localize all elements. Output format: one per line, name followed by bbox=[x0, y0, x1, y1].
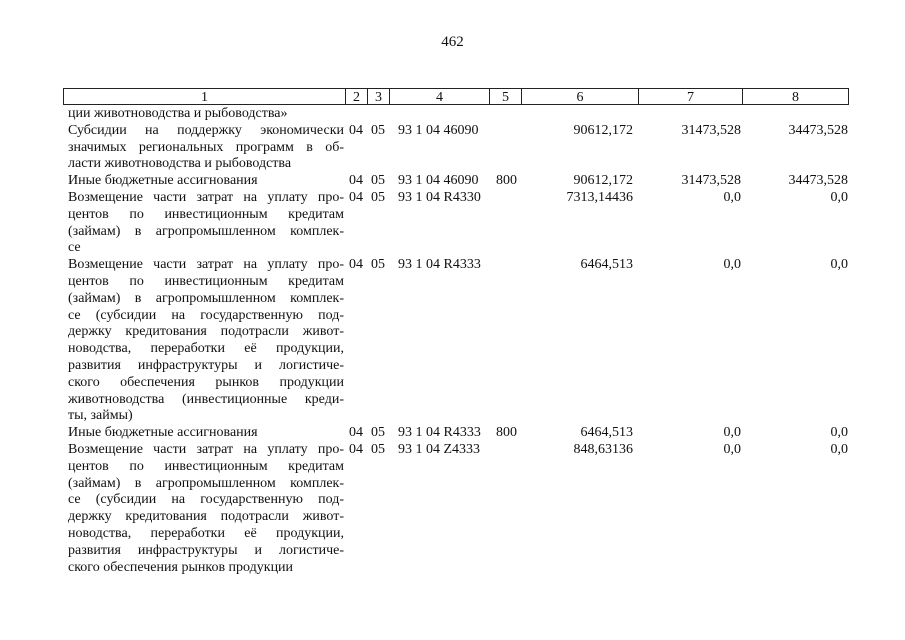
cell-c6: 848,63136 bbox=[573, 442, 633, 457]
cell-c6: 90612,172 bbox=[573, 122, 633, 138]
description-line: новодства, переработки её продукции, bbox=[68, 341, 344, 357]
page-number: 462 bbox=[441, 34, 464, 50]
header-col-1: 1 bbox=[63, 88, 345, 105]
description-line: держку кредитования подотрасли живот- bbox=[68, 324, 344, 340]
cell-c3: 05 bbox=[371, 173, 385, 189]
cell-c5: 800 bbox=[496, 425, 517, 441]
cell-c8: 34473,528 bbox=[788, 122, 848, 138]
cell-c2: 04 bbox=[349, 122, 363, 138]
cell-c7: 31473,528 bbox=[681, 173, 741, 189]
cell-c3: 05 bbox=[371, 425, 385, 441]
description-line: ского обеспечения рынков продукции bbox=[68, 374, 344, 390]
description-line: ции животноводства и рыбоводства» bbox=[68, 106, 288, 121]
cell-c6: 6464,513 bbox=[580, 257, 633, 273]
cell-c8: 0,0 bbox=[830, 190, 848, 205]
description-line: развития инфраструктуры и логистиче- bbox=[68, 357, 344, 373]
cell-c3: 05 bbox=[371, 442, 385, 457]
row-description bbox=[68, 106, 344, 123]
description-line: центов по инвестиционным кредитам bbox=[68, 206, 344, 222]
cell-c6: 90612,172 bbox=[573, 173, 633, 189]
cell-c7: 0,0 bbox=[723, 257, 741, 273]
description-line: се (субсидии на государственную под- bbox=[68, 492, 344, 508]
description-line: центов по инвестиционным кредитам bbox=[68, 458, 344, 474]
description-line: (займам) в агропромышленном комплек- bbox=[68, 223, 344, 239]
cell-c2: 04 bbox=[349, 190, 363, 205]
description-line: центов по инвестиционным кредитам bbox=[68, 273, 344, 289]
cell-c3: 05 bbox=[371, 190, 385, 205]
description-line: се bbox=[68, 240, 81, 256]
cell-c4: 93 1 04 Z4333 bbox=[398, 442, 481, 457]
description-line: (займам) в агропромышленном комплек- bbox=[68, 475, 344, 491]
row-description bbox=[68, 190, 344, 257]
cell-c2: 04 bbox=[349, 442, 363, 457]
row-description bbox=[68, 123, 344, 173]
header-col-7: 7 bbox=[638, 88, 742, 105]
header-col-3: 3 bbox=[367, 88, 389, 105]
description-line: развития инфраструктуры и логистиче- bbox=[68, 542, 344, 558]
cell-c4: 93 1 04 R4333 bbox=[398, 425, 481, 441]
cell-c7: 31473,528 bbox=[681, 122, 741, 138]
cell-c8: 0,0 bbox=[830, 257, 848, 273]
row-description bbox=[68, 425, 344, 442]
header-col-5: 5 bbox=[489, 88, 521, 105]
description-line: ты, займы) bbox=[68, 408, 133, 424]
cell-c7: 0,0 bbox=[723, 425, 741, 441]
cell-c8: 0,0 bbox=[830, 442, 848, 457]
description-line: Иные бюджетные ассигнования bbox=[68, 173, 258, 189]
cell-c7: 0,0 bbox=[723, 190, 741, 205]
description-line: Возмещение части затрат на уплату про- bbox=[68, 190, 344, 205]
description-line: (займам) в агропромышленном комплек- bbox=[68, 290, 344, 306]
description-line: Возмещение части затрат на уплату про- bbox=[68, 257, 344, 273]
header-col-4: 4 bbox=[389, 88, 489, 105]
cell-c5: 800 bbox=[496, 173, 517, 189]
description-line: новодства, переработки её продукции, bbox=[68, 525, 344, 541]
description-line: се (субсидии на государственную под- bbox=[68, 307, 344, 323]
description-line: Иные бюджетные ассигнования bbox=[68, 425, 258, 441]
row-description bbox=[68, 173, 344, 190]
description-line: животноводства (инвестиционные креди- bbox=[68, 391, 344, 407]
header-col-6: 6 bbox=[521, 88, 638, 105]
cell-c6: 7313,14436 bbox=[566, 190, 633, 205]
row-description bbox=[68, 257, 344, 425]
cell-c6: 6464,513 bbox=[580, 425, 633, 441]
description-line: держку кредитования подотрасли живот- bbox=[68, 509, 344, 525]
row-description bbox=[68, 442, 344, 576]
description-line: значимых региональных программ в об- bbox=[68, 139, 344, 155]
cell-c7: 0,0 bbox=[723, 442, 741, 457]
cell-c2: 04 bbox=[349, 425, 363, 441]
header-col-2: 2 bbox=[345, 88, 367, 105]
cell-c2: 04 bbox=[349, 173, 363, 189]
cell-c2: 04 bbox=[349, 257, 363, 273]
description-line: Возмещение части затрат на уплату про- bbox=[68, 442, 344, 457]
cell-c4: 93 1 04 46090 bbox=[398, 173, 479, 189]
cell-c4: 93 1 04 R4333 bbox=[398, 257, 481, 273]
cell-c3: 05 bbox=[371, 122, 385, 138]
description-line: ского обеспечения рынков продукции bbox=[68, 559, 294, 575]
description-line: Субсидии на поддержку экономически bbox=[68, 122, 344, 138]
description-line: ласти животноводства и рыбоводства bbox=[68, 156, 292, 172]
cell-c3: 05 bbox=[371, 257, 385, 273]
header-col-8: 8 bbox=[742, 88, 849, 105]
cell-c4: 93 1 04 R4330 bbox=[398, 190, 481, 205]
cell-c8: 0,0 bbox=[830, 425, 848, 441]
cell-c8: 34473,528 bbox=[788, 173, 848, 189]
cell-c4: 93 1 04 46090 bbox=[398, 122, 479, 138]
